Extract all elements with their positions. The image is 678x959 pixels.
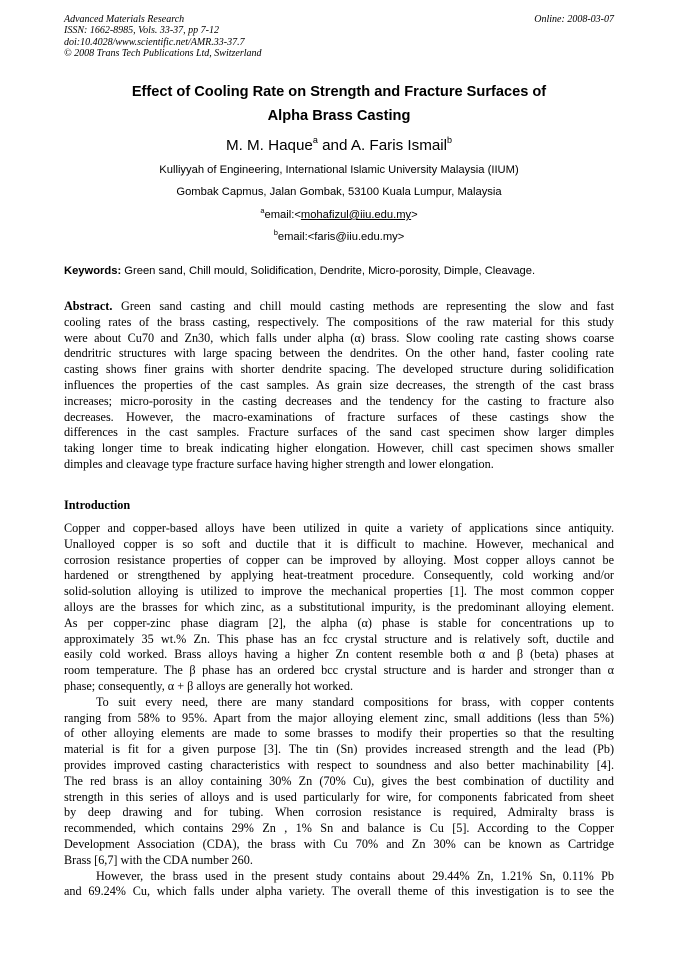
abstract-line: differences in the cast samples. Fracture surfaces of the sand cast specimen show larger dimples	[64, 425, 614, 440]
abstract-line: dimples and cleavage type fracture surface having higher strength and lower elongation.	[64, 456, 494, 471]
body-line: and 69.24% Cu, which falls under alpha variety. The overall theme of this investigation is to see the	[64, 884, 614, 899]
abstract-line: increases; micro-porosity in the casting decreases and the tendency for the casting to fracture also	[64, 393, 614, 408]
author-conjunction: and	[317, 137, 351, 154]
abstract-line: cooling rates of the brass casting, respectively. The compositions of the raw material for this study	[64, 314, 614, 329]
body-line: easily cold worked. Brass alloys having a higher Zn content resemble both α and β (beta) phases at	[64, 647, 614, 662]
body-line: material is fit for a given purpose [3]. The tin (Sn) provides increased strength and the lead (Pb)	[64, 742, 614, 757]
journal-name: Advanced Materials Research	[64, 14, 185, 25]
paper-title	[64, 80, 614, 128]
email-prefix: email:<	[264, 209, 301, 221]
issn-line: ISSN: 1662-8985, Vols. 33-37, pp 7-12	[64, 25, 219, 37]
body-line: hardened or strengthened by applying heat-treatment procedure. Consequently, cold working and/or	[64, 568, 614, 583]
body-line: of other alloying elements are made to some brasses to modify their properties so that the resulting	[64, 726, 614, 741]
email-marker: b	[273, 228, 278, 237]
body-line: Brass [6,7] with the CDA number 260.	[64, 852, 253, 867]
email-text: email:<faris@iiu.edu.my>	[277, 231, 405, 243]
abstract-line	[64, 299, 614, 315]
abstract-label: Abstract.	[64, 299, 113, 313]
author-name: M. M. Haque	[225, 137, 313, 154]
body-line: However, the brass used in the present study contains about 29.44% Zn, 1.21% Sn, 0.11% Pb	[96, 868, 614, 883]
abstract-line: taking longer time to break indicating higher elongation. However, chill cast specimen shows smaller	[64, 441, 614, 456]
body-line: corrosion resistance properties of copper can be improved by alloying. Most copper alloys cannot be	[64, 552, 614, 567]
abstract	[64, 299, 614, 473]
section-heading: Introduction	[64, 498, 131, 512]
body-line: recommended, which contains 29% Zn , 1% Sn and balance is Cu [5]. According to the Copper	[64, 821, 614, 836]
email-line-a	[64, 208, 614, 222]
affiliation-institution: Kulliyyah of Engineering, International Islamic University Malaysia (IIUM)	[159, 164, 519, 176]
body-line: Development Association (CDA), the brass with Cu 70% and Zn 30% can be known as Cartridge	[64, 836, 614, 851]
email-suffix: >	[411, 209, 418, 221]
keywords	[64, 264, 614, 278]
body-line: Copper and copper-based alloys have been utilized in quite a variety of applications since antiquity.	[64, 521, 614, 535]
copyright-line: © 2008 Trans Tech Publications Ltd, Switzerland	[64, 48, 262, 60]
body-line: Unalloyed copper is so soft and ductile that it is difficult to machine. However, mechanical and	[64, 536, 614, 551]
journal-header	[64, 14, 262, 60]
affiliation-marker: b	[447, 135, 453, 145]
introduction-body	[64, 521, 614, 900]
email-line-b	[64, 230, 614, 244]
affiliation-marker: a	[312, 135, 318, 145]
affiliation-address: Gombak Capmus, Jalan Gombak, 53100 Kuala Lumpur, Malaysia	[176, 186, 502, 198]
body-line: As per copper-zinc phase diagram [2], the alpha (α) phase is stable for concentrations up to	[64, 615, 614, 630]
email-marker: a	[260, 206, 265, 215]
abstract-text: Green sand casting and chill mould casting methods are representing the slow and fast	[112, 299, 614, 313]
body-line: alloys are the brasses for which zinc, as a substitutional impurity, is the predominant alloying element.	[64, 599, 614, 614]
body-line: approximately 35 wt.% Zn. This phase has an fcc crystal structure and is relatively soft, ductile and	[64, 631, 614, 646]
body-line: phase; consequently, α + β alloys are generally hot worked.	[64, 678, 354, 693]
keywords-text: Green sand, Chill mould, Solidification, Dendrite, Micro-porosity, Dimple, Cleavage.	[121, 265, 536, 277]
abstract-line: dendritric structures with large spacing between the dendrites. On the other hand, faster cooling rate	[64, 346, 614, 361]
body-line: The red brass is an alloy containing 30% Zn (70% Cu), gives the best combination of ductility and	[64, 773, 614, 788]
abstract-line: casting shows finer grains with shorter dendrite spacing. The developed structure during solidification	[64, 362, 614, 377]
body-line: To suit every need, there are many standard compositions for brass, with copper contents	[96, 694, 614, 709]
title-line: Effect of Cooling Rate on Strength and Fracture Surfaces of	[131, 84, 547, 100]
title-line: Alpha Brass Casting	[267, 108, 411, 124]
author-name: A. Faris Ismail	[350, 137, 448, 154]
author-list	[64, 135, 614, 157]
body-line: room temperature. The β phase has an ordered bcc crystal structure and is harder and stronger than α	[64, 663, 614, 678]
keywords-label: Keywords:	[64, 265, 122, 277]
abstract-line: decreases. However, the macro-examinations of fracture surfaces of these castings show the	[64, 409, 614, 424]
body-line: strength in this series of alloys and is used particularly for wire, for components fabricated from sheet	[64, 789, 614, 804]
body-line: ranging from 58% to 95%. Apart from the major alloying element zinc, small additions (less than 5%)	[64, 710, 614, 725]
body-line: by deep drawing and for tubing. When corrosion resistance is required, Admiralty brass is	[64, 805, 614, 820]
email-link[interactable]: mohafizul@iiu.edu.my	[300, 209, 412, 221]
body-line: solid-solution alloying is utilized to improve the mechanical properties [1]. The most common copper	[64, 584, 614, 599]
doi-line: doi:10.4028/www.scientific.net/AMR.33-37.7	[64, 36, 245, 48]
abstract-line: influences the properties of the cast samples. As grain size decreases, the strength of the cast brass	[64, 377, 614, 392]
body-line: provides improved casting characteristics with respect to soundness and also better machinability [4].	[64, 757, 614, 772]
online-date: Online: 2008-03-07	[534, 14, 614, 25]
abstract-line: were about Cu70 and Zn30, which falls under alpha (α) brass. Slow cooling rate casting shows coarse	[64, 330, 614, 345]
